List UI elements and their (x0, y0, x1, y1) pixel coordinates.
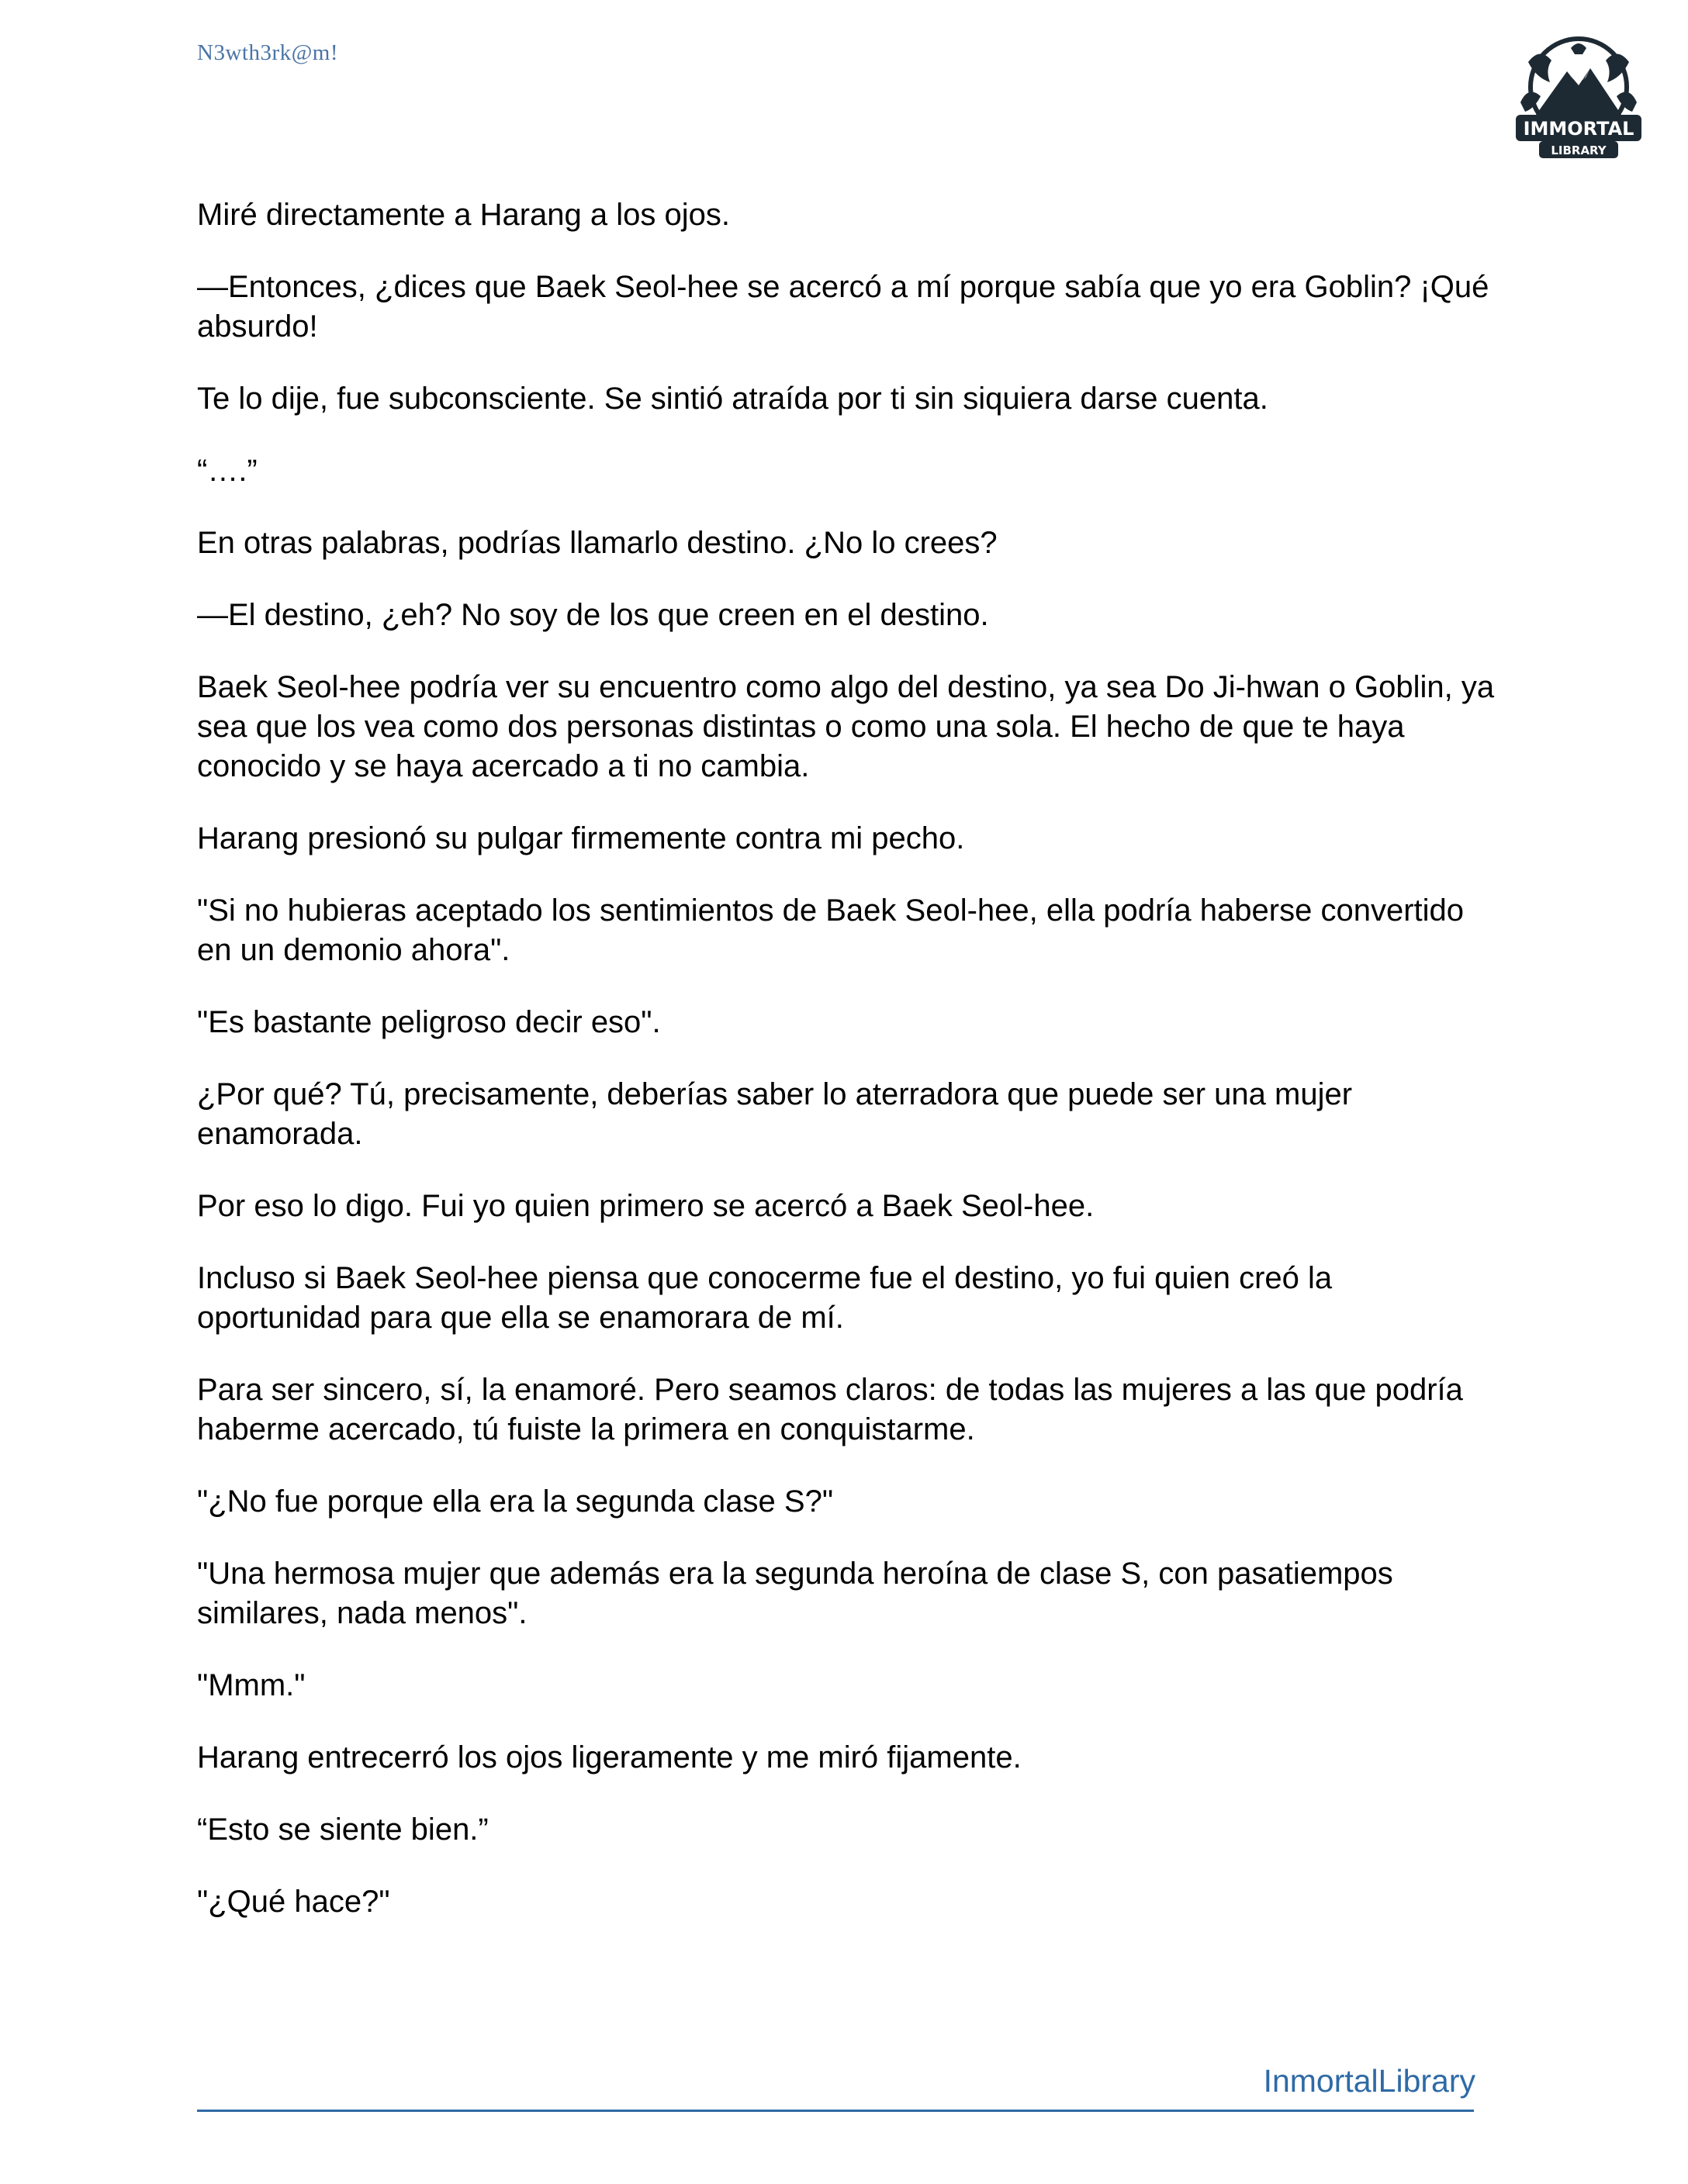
paragraph: “….” (197, 454, 258, 488)
chapter-text (197, 195, 1500, 1954)
paragraph: Te lo dije, fue subconsciente. Se sintió atraída por ti sin siquiera darse cuenta. (197, 382, 1268, 416)
paragraph: Baek Seol-hee podría ver su encuentro como algo del destino, ya sea Do Ji-hwan o Goblin, ya sea que los vea como dos personas distintas o como una sola. El hecho de que te haya conocido y se haya acercado a ti no cambia. (197, 670, 1495, 783)
paragraph: "Una hermosa mujer que además era la segunda heroína de clase S, con pasatiempos similares, nada menos". (197, 1557, 1393, 1630)
paragraph: Miré directamente a Harang a los ojos. (197, 198, 730, 232)
immortal-library-logo (1505, 31, 1652, 163)
paragraph: —Entonces, ¿dices que Baek Seol-hee se acercó a mí porque sabía que yo era Goblin? ¡Qué absurdo! (197, 270, 1489, 344)
footer-link-inmortallibrary[interactable]: InmortalLibrary (1263, 2063, 1475, 2099)
paragraph: Para ser sincero, sí, la enamoré. Pero seamos claros: de todas las mujeres a las que podría haberme acercado, tú fuiste la primera en conquistarme. (197, 1373, 1463, 1446)
paragraph: "Es bastante peligroso decir eso". (197, 1005, 661, 1039)
header-watermark-text: N3wth3rk@m! (197, 40, 339, 65)
paragraph: En otras palabras, podrías llamarlo destino. ¿No lo crees? (197, 526, 998, 560)
paragraph: —El destino, ¿eh? No soy de los que creen en el destino. (197, 598, 989, 632)
paragraph: Incluso si Baek Seol-hee piensa que conocerme fue el destino, yo fui quien creó la oportunidad para que ella se enamorara de mí. (197, 1261, 1333, 1335)
footer-divider (197, 2110, 1474, 2112)
paragraph: Por eso lo digo. Fui yo quien primero se acercó a Baek Seol-hee. (197, 1189, 1095, 1223)
paragraph: Harang entrecerró los ojos ligeramente y me miró fijamente. (197, 1740, 1022, 1774)
paragraph: "¿No fue porque ella era la segunda clase S?" (197, 1484, 834, 1519)
paragraph: "Si no hubieras aceptado los sentimientos de Baek Seol-hee, ella podría haberse convertido en un demonio ahora". (197, 893, 1465, 967)
paragraph: "¿Qué hace?" (197, 1885, 390, 1919)
paragraph: “Esto se siente bien.” (197, 1813, 489, 1847)
paragraph: "Mmm." (197, 1668, 306, 1702)
logo-line2: LIBRARY (1551, 143, 1607, 157)
paragraph: Harang presionó su pulgar firmemente contra mi pecho. (197, 821, 965, 855)
logo-line1: IMMORTAL (1523, 118, 1634, 140)
paragraph: ¿Por qué? Tú, precisamente, deberías saber lo aterradora que puede ser una mujer enamorada. (197, 1077, 1353, 1151)
